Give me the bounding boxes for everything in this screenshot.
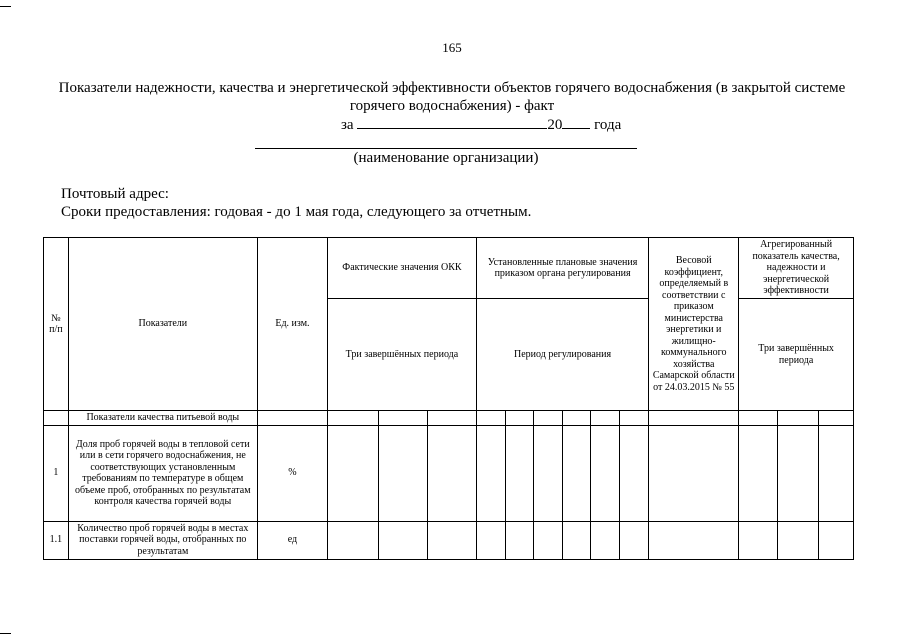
row-unit: ед — [257, 521, 327, 559]
reporting-period-line — [341, 115, 621, 134]
row-indicator: Доля проб горячей воды в тепловой сети или в сети горячего водоснабжения, не соответствующих установленным требованиям по температуре в общем объеме проб, отобранных по результатам контроля качества горячей воды — [68, 425, 257, 521]
period-year-prefix: 20 — [547, 117, 563, 133]
row-num: 1 — [44, 425, 69, 521]
period-year-suffix: года — [594, 117, 622, 133]
period-za-label: за — [341, 117, 354, 133]
postal-address-label: Почтовый адрес: — [61, 186, 169, 202]
year-blank — [562, 115, 590, 129]
header-aggregated-periods: Три завершённых периода — [739, 299, 854, 411]
section-row — [44, 411, 854, 426]
report-title: Показатели надежности, качества и энергетической эффективности объектов горячего водоснабжения (в закрытой системе горячего водоснабжения) - факт — [58, 80, 846, 114]
deadline-text: Сроки предоставления: годовая - до 1 мая года, следующего за отчетным. — [61, 204, 532, 220]
corner-mark-top-left — [0, 6, 11, 7]
row-indicator: Количество проб горячей воды в местах поставки горячей воды, отобранных по результатам — [68, 521, 257, 559]
period-blank — [357, 115, 547, 129]
table-row — [44, 521, 854, 559]
header-indicators: Показатели — [68, 238, 257, 411]
header-actual-values: Фактические значения ОКК — [328, 238, 477, 299]
row-num: 1.1 — [44, 521, 69, 559]
section-title: Показатели качества питьевой воды — [68, 411, 257, 426]
section-num-cell — [44, 411, 69, 426]
row-unit: % — [257, 425, 327, 521]
corner-mark-bottom-left — [0, 633, 11, 634]
header-actual-periods: Три завершённых периода — [328, 299, 477, 411]
header-aggregated-indicator: Агрегированный показатель качества, надежности и энергетической эффективности — [739, 238, 854, 299]
organization-caption: (наименование организации) — [353, 150, 539, 166]
indicators-table — [43, 237, 854, 560]
organization-name-line — [255, 148, 637, 149]
header-num: № п/п — [44, 238, 69, 411]
table-row — [44, 425, 854, 521]
header-planned-values: Установленные плановые значения приказом органа регулирования — [476, 238, 649, 299]
header-weight-coefficient: Весовой коэффициент, определяемый в соответствии с приказом министерства энергетики и жилищно-коммунального хозяйства Самарской области от 24.03.2015 № 55 — [649, 238, 739, 411]
header-unit: Ед. изм. — [257, 238, 327, 411]
page-number: 165 — [442, 40, 462, 55]
header-regulation-period: Период регулирования — [476, 299, 649, 411]
